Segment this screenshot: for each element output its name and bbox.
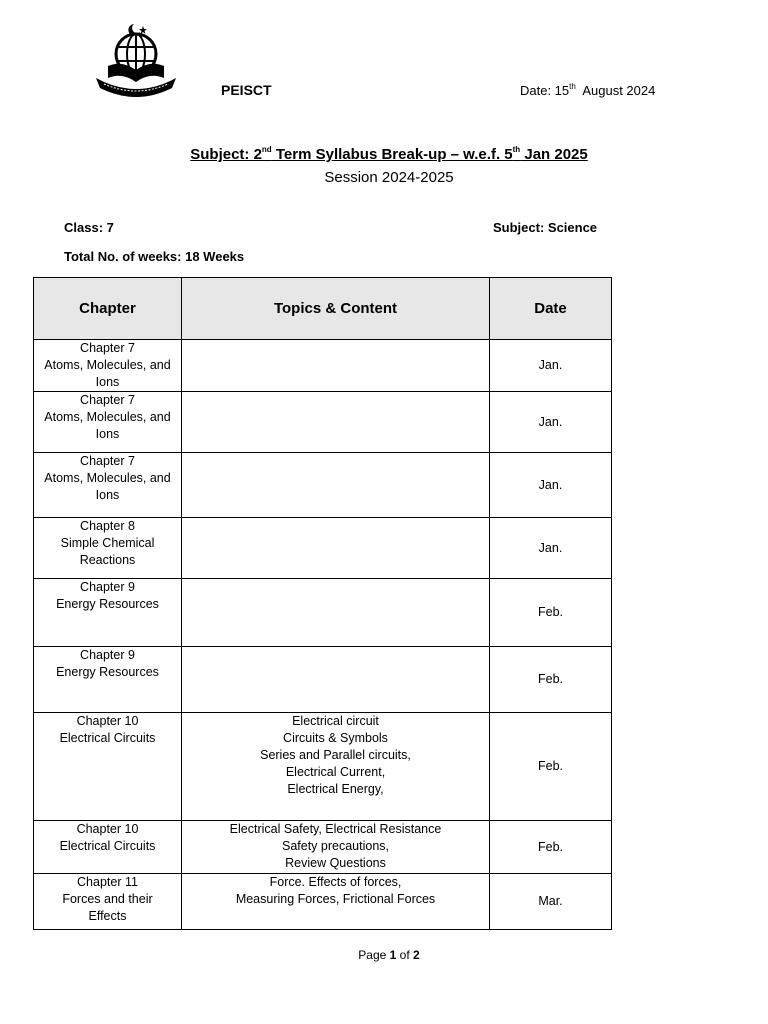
title-part-3: Jan 2025 <box>520 146 588 163</box>
topics-cell <box>182 647 490 713</box>
topic-line: Safety precautions, <box>281 839 389 853</box>
chapter-line: Atoms, Molecules, and <box>44 410 171 424</box>
title-sup-2: th <box>512 145 521 154</box>
page-of: of <box>399 948 410 962</box>
date-cell: Jan. <box>490 340 612 392</box>
chapter-line: Electrical Circuits <box>59 731 156 745</box>
date-cell: Feb. <box>490 579 612 647</box>
page-current: 1 <box>389 948 397 962</box>
topic-line: Measuring Forces, Frictional Forces <box>235 892 436 906</box>
chapter-line: Chapter 7 <box>80 341 135 355</box>
chapter-line: Ions <box>95 488 120 502</box>
date-cell: Jan. <box>490 392 612 453</box>
table-row <box>34 579 612 647</box>
chapter-cell <box>34 392 182 453</box>
page-total: 2 <box>413 948 420 962</box>
topic-line: Electrical circuit <box>292 714 379 728</box>
class-label: Class: 7 <box>64 220 114 235</box>
header-date: Date <box>490 278 612 340</box>
title-part-2: Term Syllabus Break-up – w.e.f. 5 <box>271 146 513 163</box>
chapter-cell <box>34 518 182 579</box>
chapter-line: Chapter 8 <box>80 519 135 533</box>
total-weeks-label: Total No. of weeks: 18 Weeks <box>64 249 245 264</box>
topic-line: Circuits & Symbols <box>283 731 388 745</box>
date-cell: Jan. <box>490 518 612 579</box>
table-row <box>34 821 612 874</box>
chapter-line: Chapter 9 <box>80 580 135 594</box>
page-prefix: Page <box>358 948 387 962</box>
table-header-row <box>34 278 612 340</box>
chapter-line: Energy Resources <box>56 665 159 679</box>
school-logo <box>94 22 178 100</box>
chapter-line: Chapter 11 <box>77 875 138 889</box>
title-part-1: Subject: 2 <box>190 146 262 163</box>
session-label: Session 2024-2025 <box>324 169 454 186</box>
document-date <box>520 83 655 98</box>
chapter-line: Ions <box>95 375 120 389</box>
header-topics: Topics & Content <box>182 278 490 340</box>
page-footer <box>0 948 768 962</box>
table-row <box>34 713 612 821</box>
date-cell: Feb. <box>490 713 612 821</box>
chapter-line: Ions <box>95 427 120 441</box>
chapter-line: Chapter 7 <box>80 454 135 468</box>
chapter-line: Atoms, Molecules, and <box>44 471 171 485</box>
table-row <box>34 340 612 392</box>
chapter-line: Simple Chemical <box>60 536 155 550</box>
document-title <box>0 146 768 163</box>
chapter-line: Forces and their <box>62 892 153 906</box>
subject-label: Subject: Science <box>493 220 598 235</box>
topics-cell <box>182 453 490 518</box>
date-cell: Feb. <box>490 821 612 874</box>
date-prefix: Date: 15 <box>520 83 570 98</box>
chapter-cell <box>34 874 182 930</box>
topic-line: Series and Parallel circuits, <box>260 748 411 762</box>
table-row <box>34 874 612 930</box>
topic-line: Electrical Safety, Electrical Resistance <box>229 822 442 836</box>
header-chapter: Chapter <box>34 278 182 340</box>
topic-line: Review Questions <box>285 856 386 870</box>
chapter-line: Chapter 7 <box>80 393 135 407</box>
topic-line: Electrical Current, <box>285 765 386 779</box>
chapter-cell <box>34 713 182 821</box>
topics-cell <box>182 579 490 647</box>
table-row <box>34 647 612 713</box>
chapter-line: Energy Resources <box>56 597 159 611</box>
topics-cell <box>182 874 490 930</box>
date-cell: Jan. <box>490 453 612 518</box>
chapter-cell <box>34 453 182 518</box>
table-row <box>34 392 612 453</box>
school-name: PEISCT <box>221 82 272 98</box>
syllabus-table <box>33 277 612 930</box>
chapter-cell <box>34 647 182 713</box>
topics-cell <box>182 821 490 874</box>
date-cell: Feb. <box>490 647 612 713</box>
chapter-line: Chapter 9 <box>80 648 135 662</box>
topics-cell <box>182 392 490 453</box>
chapter-line: Atoms, Molecules, and <box>44 358 171 372</box>
chapter-line: Chapter 10 <box>76 714 139 728</box>
topics-cell <box>182 518 490 579</box>
topics-cell <box>182 713 490 821</box>
date-cell: Mar. <box>490 874 612 930</box>
table-row <box>34 518 612 579</box>
date-superscript: th <box>569 81 576 91</box>
chapter-line: Reactions <box>79 553 136 567</box>
chapter-line: Effects <box>88 909 127 923</box>
chapter-line: Electrical Circuits <box>59 839 156 853</box>
date-suffix: August 2024 <box>582 83 656 98</box>
table-row <box>34 453 612 518</box>
chapter-cell <box>34 340 182 392</box>
chapter-line: Chapter 10 <box>76 822 139 836</box>
topic-line: Force. Effects of forces, <box>269 875 402 889</box>
topic-line: Electrical Energy, <box>287 782 384 796</box>
chapter-cell <box>34 579 182 647</box>
title-sup-1: nd <box>261 145 272 154</box>
chapter-cell <box>34 821 182 874</box>
topics-cell <box>182 340 490 392</box>
